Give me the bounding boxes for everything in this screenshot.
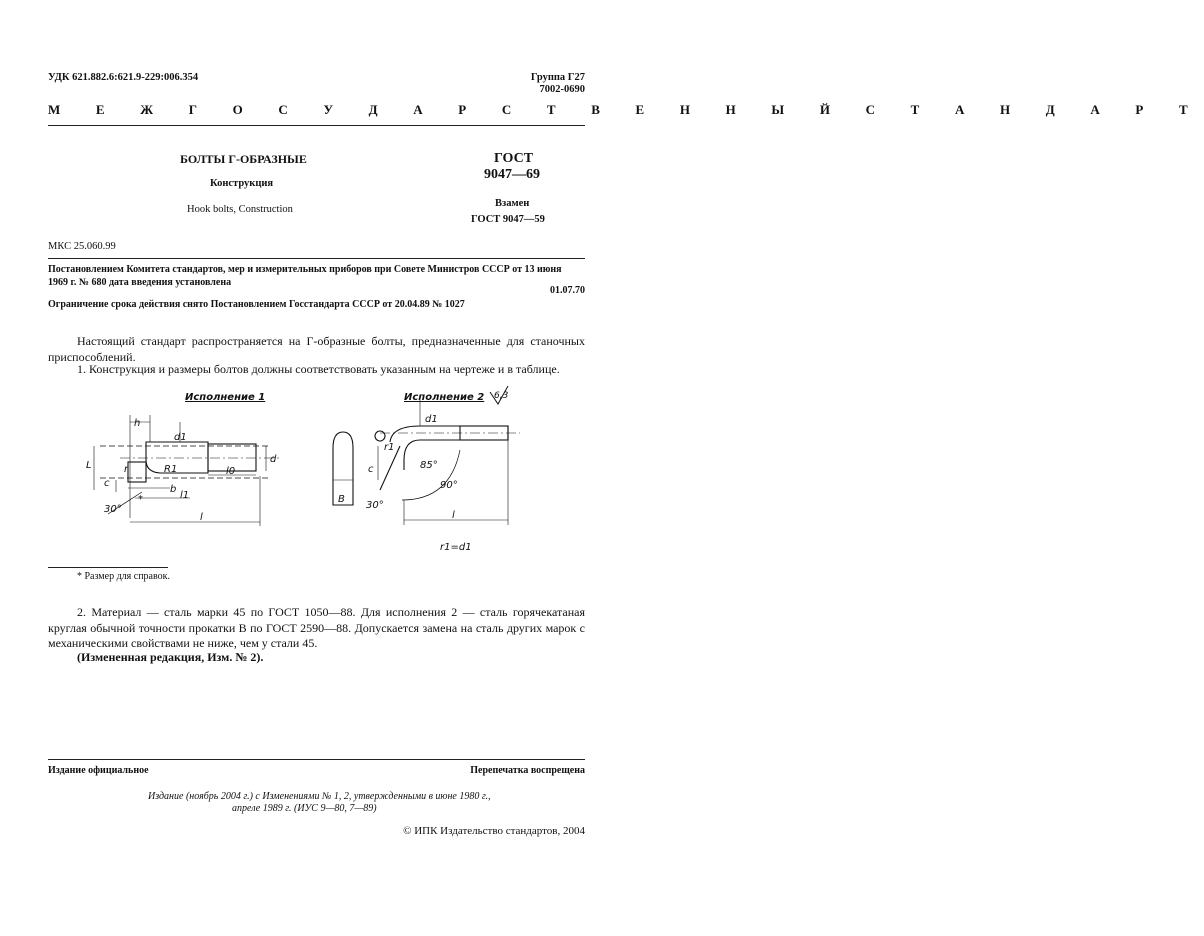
dim-l0: l0 [226, 466, 236, 477]
dim-angle-85: 85° [420, 460, 438, 471]
amendment-note: (Измененная редакция, Изм. № 2). [77, 650, 264, 664]
bolt-drawing [80, 380, 590, 560]
copyright: © ИПК Издательство стандартов, 2004 [403, 825, 585, 837]
dim-L: L [86, 460, 92, 471]
material-paragraph: 2. Материал — сталь марки 45 по ГОСТ 1050—88. Для исполнения 2 — сталь горячекатаная круглая обычной точности прокатки В по ГОСТ 2590—88. Допускается замена на сталь других марок с механическими свойствами не ниже, чем у стали 45. [48, 605, 585, 650]
header-rule [48, 125, 585, 126]
replaces-label: Взамен [495, 198, 530, 209]
dim-star: * [138, 494, 143, 505]
okp-code: 7002-0690 [539, 84, 585, 95]
dim-c: c [104, 478, 110, 489]
intro-paragraph: Настоящий стандарт распространяется на Г-образные болты, предназначенные для станочных приспособлений. [48, 334, 585, 364]
edition-line-2: апреле 1989 г. (ИУС 9—80, 7—89) [232, 803, 377, 814]
gost-label: ГОСТ [494, 151, 534, 166]
limitation-note: Ограничение срока действия снято Постановлением Госстандарта СССР от 20.04.89 № 1027 [48, 299, 465, 310]
version-1-drawing [94, 415, 280, 526]
reprint-prohibited: Перепечатка воспрещена [470, 765, 585, 776]
dim-l: l [200, 512, 203, 523]
dim-l1: l1 [180, 490, 190, 501]
dim-d1-v2: d1 [425, 414, 438, 425]
group-code: Группа Г27 [530, 72, 585, 83]
dim-d1: d1 [174, 432, 187, 443]
dim-r1-eq-d1: r1=d1 [440, 542, 472, 553]
gost-number: 9047—69 [484, 167, 540, 182]
edition-line-1: Издание (ноябрь 2004 г.) с Изменениями № 1, 2, утвержденными в июне 1980 г., [148, 791, 491, 802]
dim-r1: r1 [384, 442, 395, 453]
dim-angle-30-v2: 30° [366, 500, 384, 511]
standard-title: БОЛТЫ Г-ОБРАЗНЫЕ [180, 152, 307, 166]
interstate-standard-banner: М Е Ж Г О С У Д А Р С Т В Е Н Н Ы Й С Т А Н Д А Р Т [48, 102, 1204, 117]
roughness-value: 6,3 [494, 391, 509, 401]
replaces-value: ГОСТ 9047—59 [471, 214, 545, 225]
dim-b: b [170, 484, 177, 495]
dim-h: h [134, 418, 141, 429]
effective-date: 01.07.70 [550, 285, 585, 296]
version-1-label: Исполнение 1 [185, 392, 266, 403]
version-2-label: Исполнение 2 [404, 392, 485, 403]
footnote: * Размер для справок. [77, 571, 170, 582]
dim-R1: R1 [164, 464, 178, 475]
item-1-paragraph: 1. Конструкция и размеры болтов должны соответствовать указанным на чертеже и в таблице. [77, 362, 560, 376]
dim-l-v2: l [452, 510, 455, 521]
title-rule [48, 258, 585, 259]
dim-angle-90: 90° [440, 480, 458, 491]
dim-c-v2: c [368, 464, 374, 475]
dim-d: d [270, 454, 277, 465]
dim-r: r [124, 464, 129, 475]
version-2-drawing [333, 386, 520, 525]
dim-angle-30: 30° [104, 504, 122, 515]
udk-code: УДК 621.882.6:621.9-229:006.354 [48, 72, 199, 83]
footer-rule [48, 759, 585, 760]
decree-line-2: 1969 г. № 680 дата введения установлена [48, 277, 232, 288]
standard-subtitle: Конструкция [210, 178, 274, 189]
english-title: Hook bolts, Construction [187, 204, 293, 215]
mks-code: МКС 25.060.99 [48, 241, 116, 252]
dim-B: B [338, 494, 345, 505]
official-edition: Издание официальное [48, 765, 149, 776]
footnote-rule [48, 567, 168, 568]
decree-line-1: Постановлением Комитета стандартов, мер и измерительных приборов при Совете Министров СССР от 13 июня [48, 264, 562, 275]
